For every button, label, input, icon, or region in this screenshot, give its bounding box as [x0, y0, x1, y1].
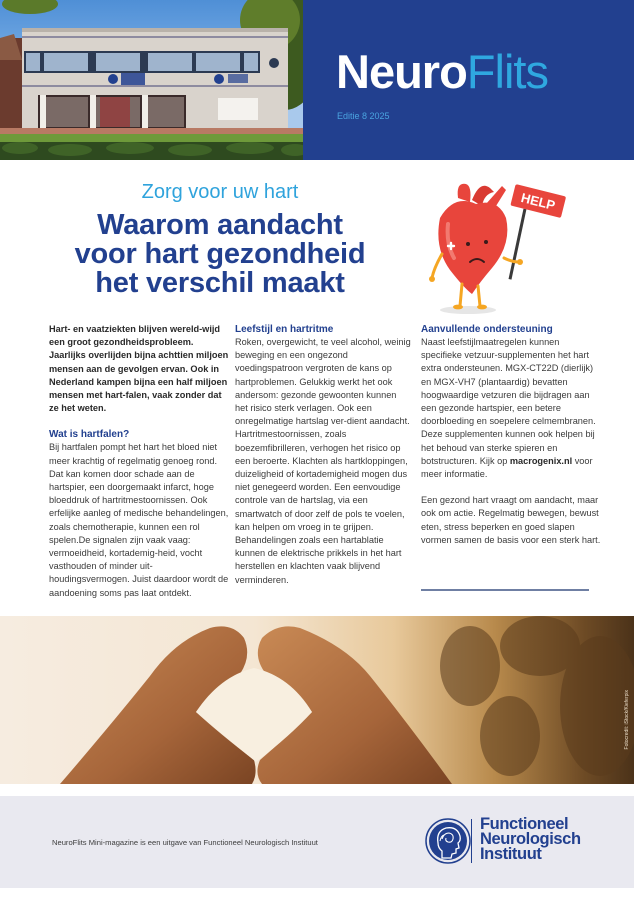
article-column-2 — [235, 323, 411, 587]
headline-line: Waarom aandacht — [97, 209, 343, 241]
article-lead: Hart- en vaatziekten blijven wereld-wijd een groot gezondheidsprobleem. Jaarlijks overlijden bijna achttien miljoen mensen aan de gevolgen ervan. Ook in Nederland kampen bijna een half miljoen mensen met hart-falen, vaak zonder dat ze het weten. — [49, 324, 229, 414]
masthead — [0, 0, 634, 160]
footer — [0, 796, 634, 888]
headline-line: het verschil maakt — [95, 267, 345, 299]
headline-line: voor hart gezondheid — [74, 238, 366, 270]
masthead-panel — [303, 0, 634, 160]
column-divider-line — [421, 589, 589, 591]
photo-credit: Fotocredit: iStock/Kieferpix — [624, 690, 630, 750]
subhead-aanvullende-ondersteuning: Aanvullende ondersteuning — [421, 324, 553, 335]
article-column-3 — [421, 323, 601, 547]
column-3-body — [421, 336, 601, 481]
sad-heart-help-illustration — [420, 178, 570, 318]
subhead-wat-is-hartfalen: Wat is hartfalen? — [49, 429, 130, 441]
title-part-neuro: Neuro — [336, 45, 467, 98]
column-1-body: Bij hartfalen pompt het hart het bloed niet meer krachtig of regelmatig genoeg rond. Dat kan komen door schade aan de hartspier, een doorgemaakt infarct, hoge bloeddruk of hartritmestoornissen. Ook erfelijke aanleg of medische behandelingen, zoals chemotherapie, kunnen een rol spelen.De signalen zijn vaak vaag: vermoeidheid, kortademig-heid, vocht vasthouden of minder uit-houdingsvermogen. Juist daardoor wordt de aandoening soms pas laat ontdekt. — [49, 442, 229, 598]
title-part-flits: Flits — [466, 45, 548, 98]
article-column-1 — [49, 323, 229, 600]
macrogenix-link[interactable]: macrogenix.nl — [509, 455, 573, 466]
publisher-statement: NeuroFlits Mini-magazine is een uitgave van Functioneel Neurologisch Instituut — [52, 838, 318, 847]
column-3-body-text-end: voor meer informatie. — [421, 455, 593, 480]
fni-brain-logo-icon — [424, 817, 472, 865]
magazine-title — [336, 45, 548, 98]
logo-separator — [471, 819, 472, 863]
wordmark-line: Neurologisch — [480, 830, 581, 848]
fni-wordmark — [480, 817, 581, 862]
wordmark-line: Functioneel — [480, 815, 569, 833]
subhead-leefstijl-en-hartritme: Leefstijl en hartritme — [235, 324, 334, 335]
column-3-body-text: Naast leefstijlmaatregelen kunnen specifieke vetzuur-supplementen het hart extra ondersteunen. MGX-CT22D (dierlijk) en MGX-VH7 (plantaardig) bevatten hoogwaardige vetzuren die bijdragen aan een gezonde hartspier, een betere doorbloeding en soepelere celmembranen. Deze supplementen kunnen ook helpen bij het behoud van sterke spieren en botstructuren. Kijk op — [421, 337, 596, 466]
help-sign-text: HELP — [519, 190, 557, 213]
article-headline — [0, 211, 440, 298]
heart-hands-photo — [0, 616, 634, 784]
heart-hands-illustration — [0, 616, 634, 784]
building-photo — [0, 0, 303, 160]
building-illustration — [0, 0, 303, 160]
wordmark-line: Instituut — [480, 845, 542, 863]
article-kicker: Zorg voor uw hart — [141, 181, 299, 203]
column-2-body: Roken, overgewicht, te veel alcohol, weinig beweging en een ongezond voedingspatroon vergroten de kans op hartproblemen. Gelukkig werkt het ook andersom: gezonde gewoonten kunnen het risico sterk verlagen. Ook een onregelmatige hartslag ver-dient aandacht. Hartritmestoornissen, zoals boezemfibrilleren, verhogen het risico op een beroerte. Klachten als hartkloppingen, duizeligheid of kortademigheid mogen dus niet genegeerd worden. Een eenvoudige controle van de hartslag, via een smartwatch of door zelf de pols te voelen, kan helpen om vroeg in te grijpen. Behandelingen zoals een hartablatie kunnen de elektrische prikkels in het hart herstellen en klachten vaak blijvend verminderen. — [235, 337, 411, 585]
edition-label: Editie 8 2025 — [337, 111, 390, 121]
column-3-closing: Een gezond hart vraagt om aandacht, maar ook om actie. Regelmatig bewegen, bewust eten, stress beperken en goed slapen vormen samen de basis voor een sterk hart. — [421, 495, 601, 545]
